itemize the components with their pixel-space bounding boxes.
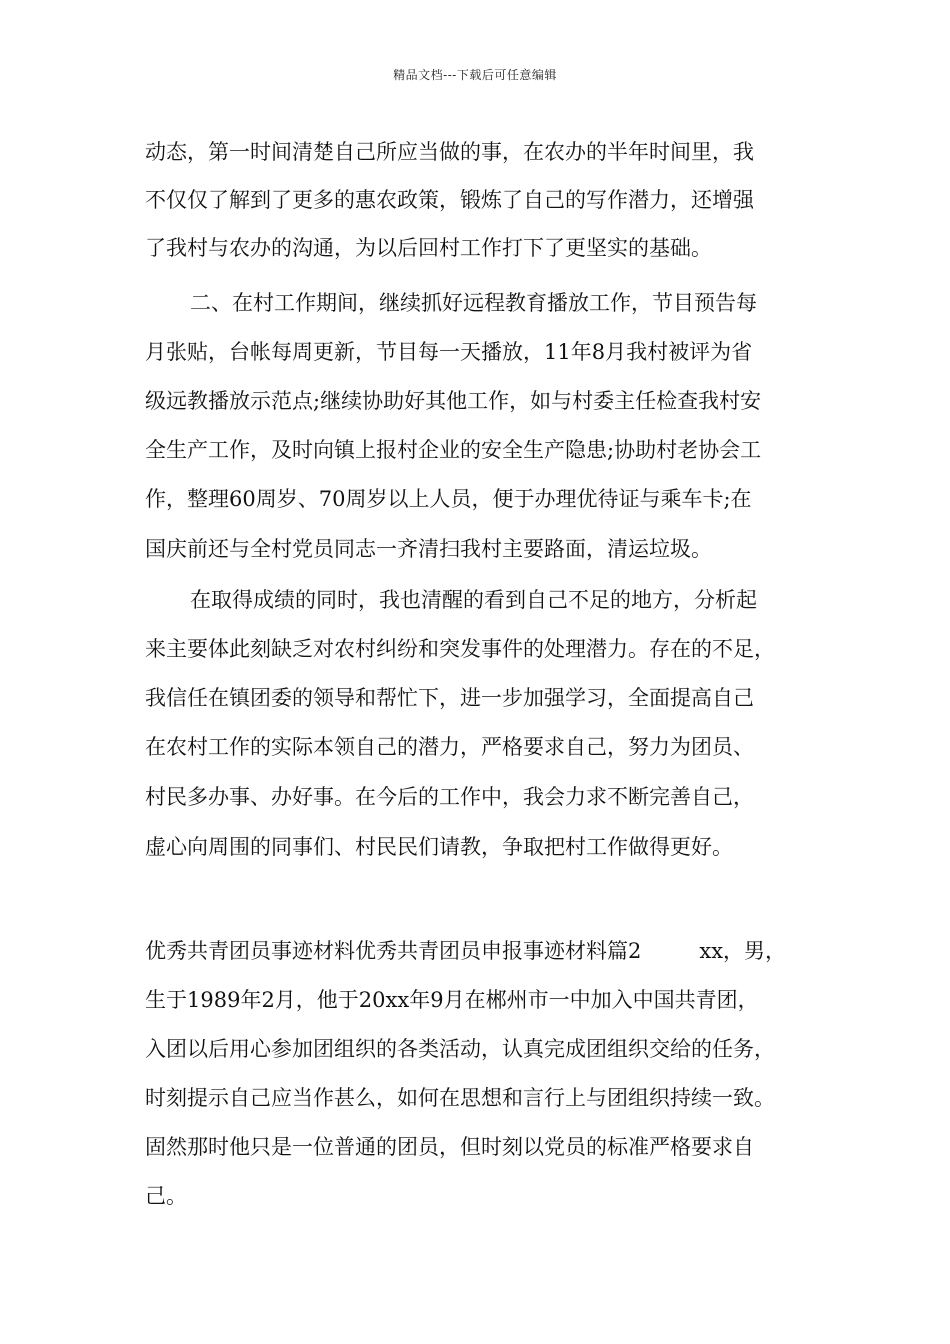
paragraph-line: 村民多办事、办好事。在今后的工作中，我会力求不断完善自己，	[145, 785, 754, 809]
section-title: 优秀共青团员事迹材料优秀共青团员申报事迹材料篇2	[145, 939, 642, 963]
paragraph-line: 国庆前还与全村党员同志一齐清扫我村主要路面，清运垃圾。	[145, 537, 712, 561]
section-lead-text: xx，男，	[699, 939, 787, 963]
paragraph-line: 不仅仅了解到了更多的惠农政策，锻炼了自己的写作潜力，还增强	[145, 188, 754, 212]
paragraph-line: 来主要体此刻缺乏对农村纠纷和突发事件的处理潜力。存在的不足，	[145, 637, 775, 661]
page-header: 精品文档---下载后可任意编辑	[393, 68, 557, 82]
paragraph-line: 全生产工作，及时向镇上报村企业的安全生产隐患;协助村老协会工	[145, 438, 762, 462]
paragraph-line: 入团以后用心参加团组织的各类活动，认真完成团组织交给的任务，	[145, 1037, 775, 1061]
paragraph-line: 了我村与农办的沟通，为以后回村工作打下了更坚实的基础。	[145, 236, 712, 260]
paragraph-line: 我信任在镇团委的领导和帮忙下，进一步加强学习，全面提高自己	[145, 686, 754, 710]
paragraph-line: 虚心向周围的同事们、村民民们请教，争取把村工作做得更好。	[145, 835, 733, 859]
paragraph-line: 生于1989年2月，他于20xx年9月在郴州市一中加入中国共青团，	[145, 988, 759, 1012]
paragraph-line: 动态，第一时间清楚自己所应当做的事，在农办的半年时间里，我	[145, 140, 754, 164]
paragraph-line: 固然那时他只是一位普通的团员，但时刻以党员的标准严格要求自	[145, 1135, 754, 1159]
paragraph-line: 级远教播放示范点;继续协助好其他工作，如与村委主任检查我村安	[145, 389, 762, 413]
paragraph-line: 月张贴，台帐每周更新，节目每一天播放，11年8月我村被评为省	[145, 340, 753, 364]
paragraph-line: 在取得成绩的同时，我也清醒的看到自己不足的地方，分析起	[190, 588, 757, 612]
paragraph-line: 作，整理60周岁、70周岁以上人员，便于办理优待证与乘车卡;在	[145, 487, 752, 511]
paragraph-line: 二、在村工作期间，继续抓好远程教育播放工作，节目预告每	[190, 291, 757, 315]
paragraph-line: 己。	[145, 1184, 187, 1208]
section-title-line	[145, 938, 786, 964]
paragraph-line: 时刻提示自己应当作甚么，如何在思想和言行上与团组织持续一致。	[145, 1086, 775, 1110]
paragraph-line: 在农村工作的实际本领自己的潜力，严格要求自己，努力为团员、	[145, 735, 754, 759]
